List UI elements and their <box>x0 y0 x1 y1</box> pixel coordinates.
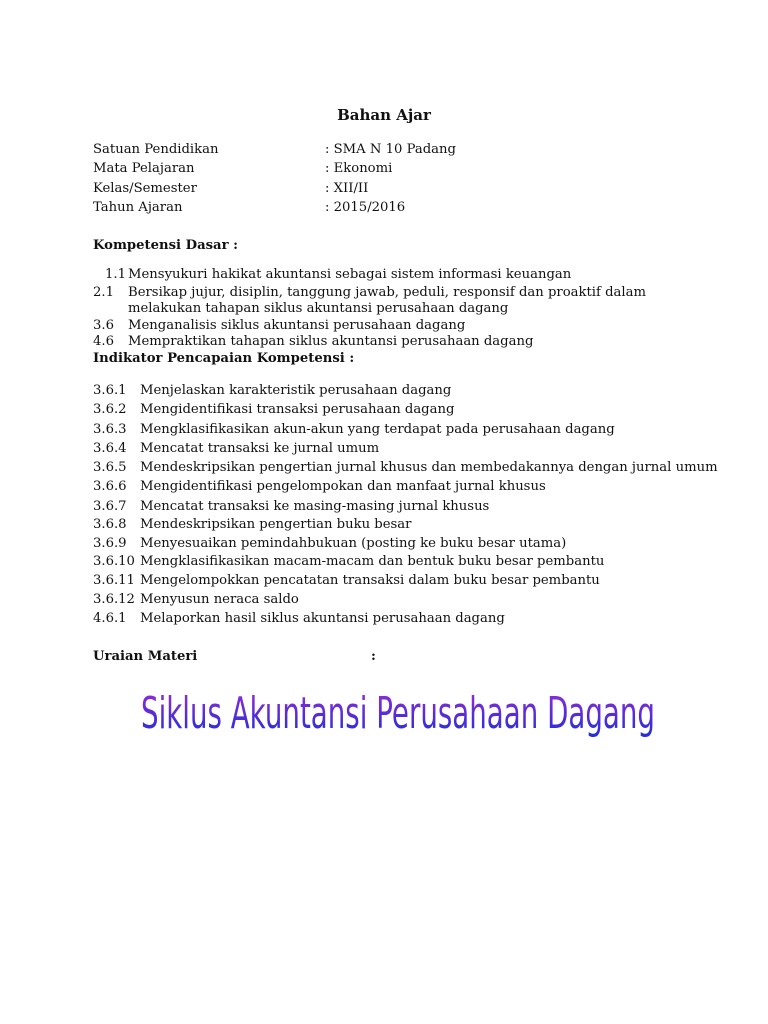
ipk-number: 3.6.7 <box>93 499 127 514</box>
ipk-text: Mengidentifikasi pengelompokan dan manfaat jurnal khusus <box>140 479 546 494</box>
identity-label: Mata Pelajaran <box>93 161 195 176</box>
ipk-number: 4.6.1 <box>93 611 127 626</box>
ipk-number: 3.6.1 <box>93 383 127 398</box>
kd-heading: Kompetensi Dasar : <box>93 238 238 253</box>
ipk-number: 3.6.4 <box>93 441 127 456</box>
ipk-number: 3.6.3 <box>93 422 127 437</box>
ipk-text: Mengklasifikasikan akun-akun yang terdapat pada perusahaan dagang <box>140 422 615 437</box>
kd-number: 2.1 <box>93 285 114 300</box>
kd-text: melakukan tahapan siklus akuntansi perusahaan dagang <box>128 301 509 316</box>
ipk-number: 3.6.5 <box>93 460 127 475</box>
kd-text: Bersikap jujur, disiplin, tanggung jawab, peduli, responsif dan proaktif dalam <box>128 285 646 300</box>
ipk-number: 3.6.2 <box>93 402 127 417</box>
identity-label: Satuan Pendidikan <box>93 142 219 157</box>
uraian-heading: Uraian Materi <box>93 649 198 664</box>
wordart-title <box>138 684 658 744</box>
ipk-text: Menyusun neraca saldo <box>140 592 299 607</box>
ipk-text: Menyesuaikan pemindahbukuan (posting ke buku besar utama) <box>140 536 567 551</box>
document-title: Bahan Ajar <box>337 106 431 124</box>
ipk-number: 3.6.6 <box>93 479 127 494</box>
kd-number: 1.1 <box>105 267 126 282</box>
kd-text: Menganalisis siklus akuntansi perusahaan dagang <box>128 318 466 333</box>
ipk-number: 3.6.8 <box>93 517 127 532</box>
identity-value: : SMA N 10 Padang <box>325 142 456 157</box>
ipk-number: 3.6.9 <box>93 536 127 551</box>
uraian-colon: : <box>371 649 376 664</box>
kd-text: Mensyukuri hakikat akuntansi sebagai sistem informasi keuangan <box>128 267 572 282</box>
ipk-text: Mencatat transaksi ke masing-masing jurnal khusus <box>140 499 490 514</box>
kd-number: 4.6 <box>93 334 114 349</box>
ipk-heading: Indikator Pencapaian Kompetensi : <box>93 351 355 366</box>
ipk-number: 3.6.11 <box>93 573 135 588</box>
ipk-number: 3.6.12 <box>93 592 135 607</box>
identity-label: Tahun Ajaran <box>93 200 183 215</box>
identity-value: : XII/II <box>325 181 369 196</box>
ipk-text: Melaporkan hasil siklus akuntansi perusahaan dagang <box>140 611 505 626</box>
kd-text: Mempraktikan tahapan siklus akuntansi perusahaan dagang <box>128 334 534 349</box>
ipk-text: Mendeskripsikan pengertian jurnal khusus dan membedakannya dengan jurnal umum <box>140 460 718 475</box>
wordart-text: Siklus Akuntansi Perusahaan Dagang <box>141 688 655 739</box>
identity-label: Kelas/Semester <box>93 181 197 196</box>
ipk-number: 3.6.10 <box>93 554 135 569</box>
identity-value: : Ekonomi <box>325 161 393 176</box>
ipk-text: Mendeskripsikan pengertian buku besar <box>140 517 412 532</box>
ipk-text: Menjelaskan karakteristik perusahaan dagang <box>140 383 452 398</box>
ipk-text: Mengklasifikasikan macam-macam dan bentuk buku besar pembantu <box>140 554 605 569</box>
kd-number: 3.6 <box>93 318 114 333</box>
ipk-text: Mencatat transaksi ke jurnal umum <box>140 441 380 456</box>
ipk-text: Mengelompokkan pencatatan transaksi dalam buku besar pembantu <box>140 573 600 588</box>
ipk-text: Mengidentifikasi transaksi perusahaan dagang <box>140 402 455 417</box>
identity-value: : 2015/2016 <box>325 200 406 215</box>
